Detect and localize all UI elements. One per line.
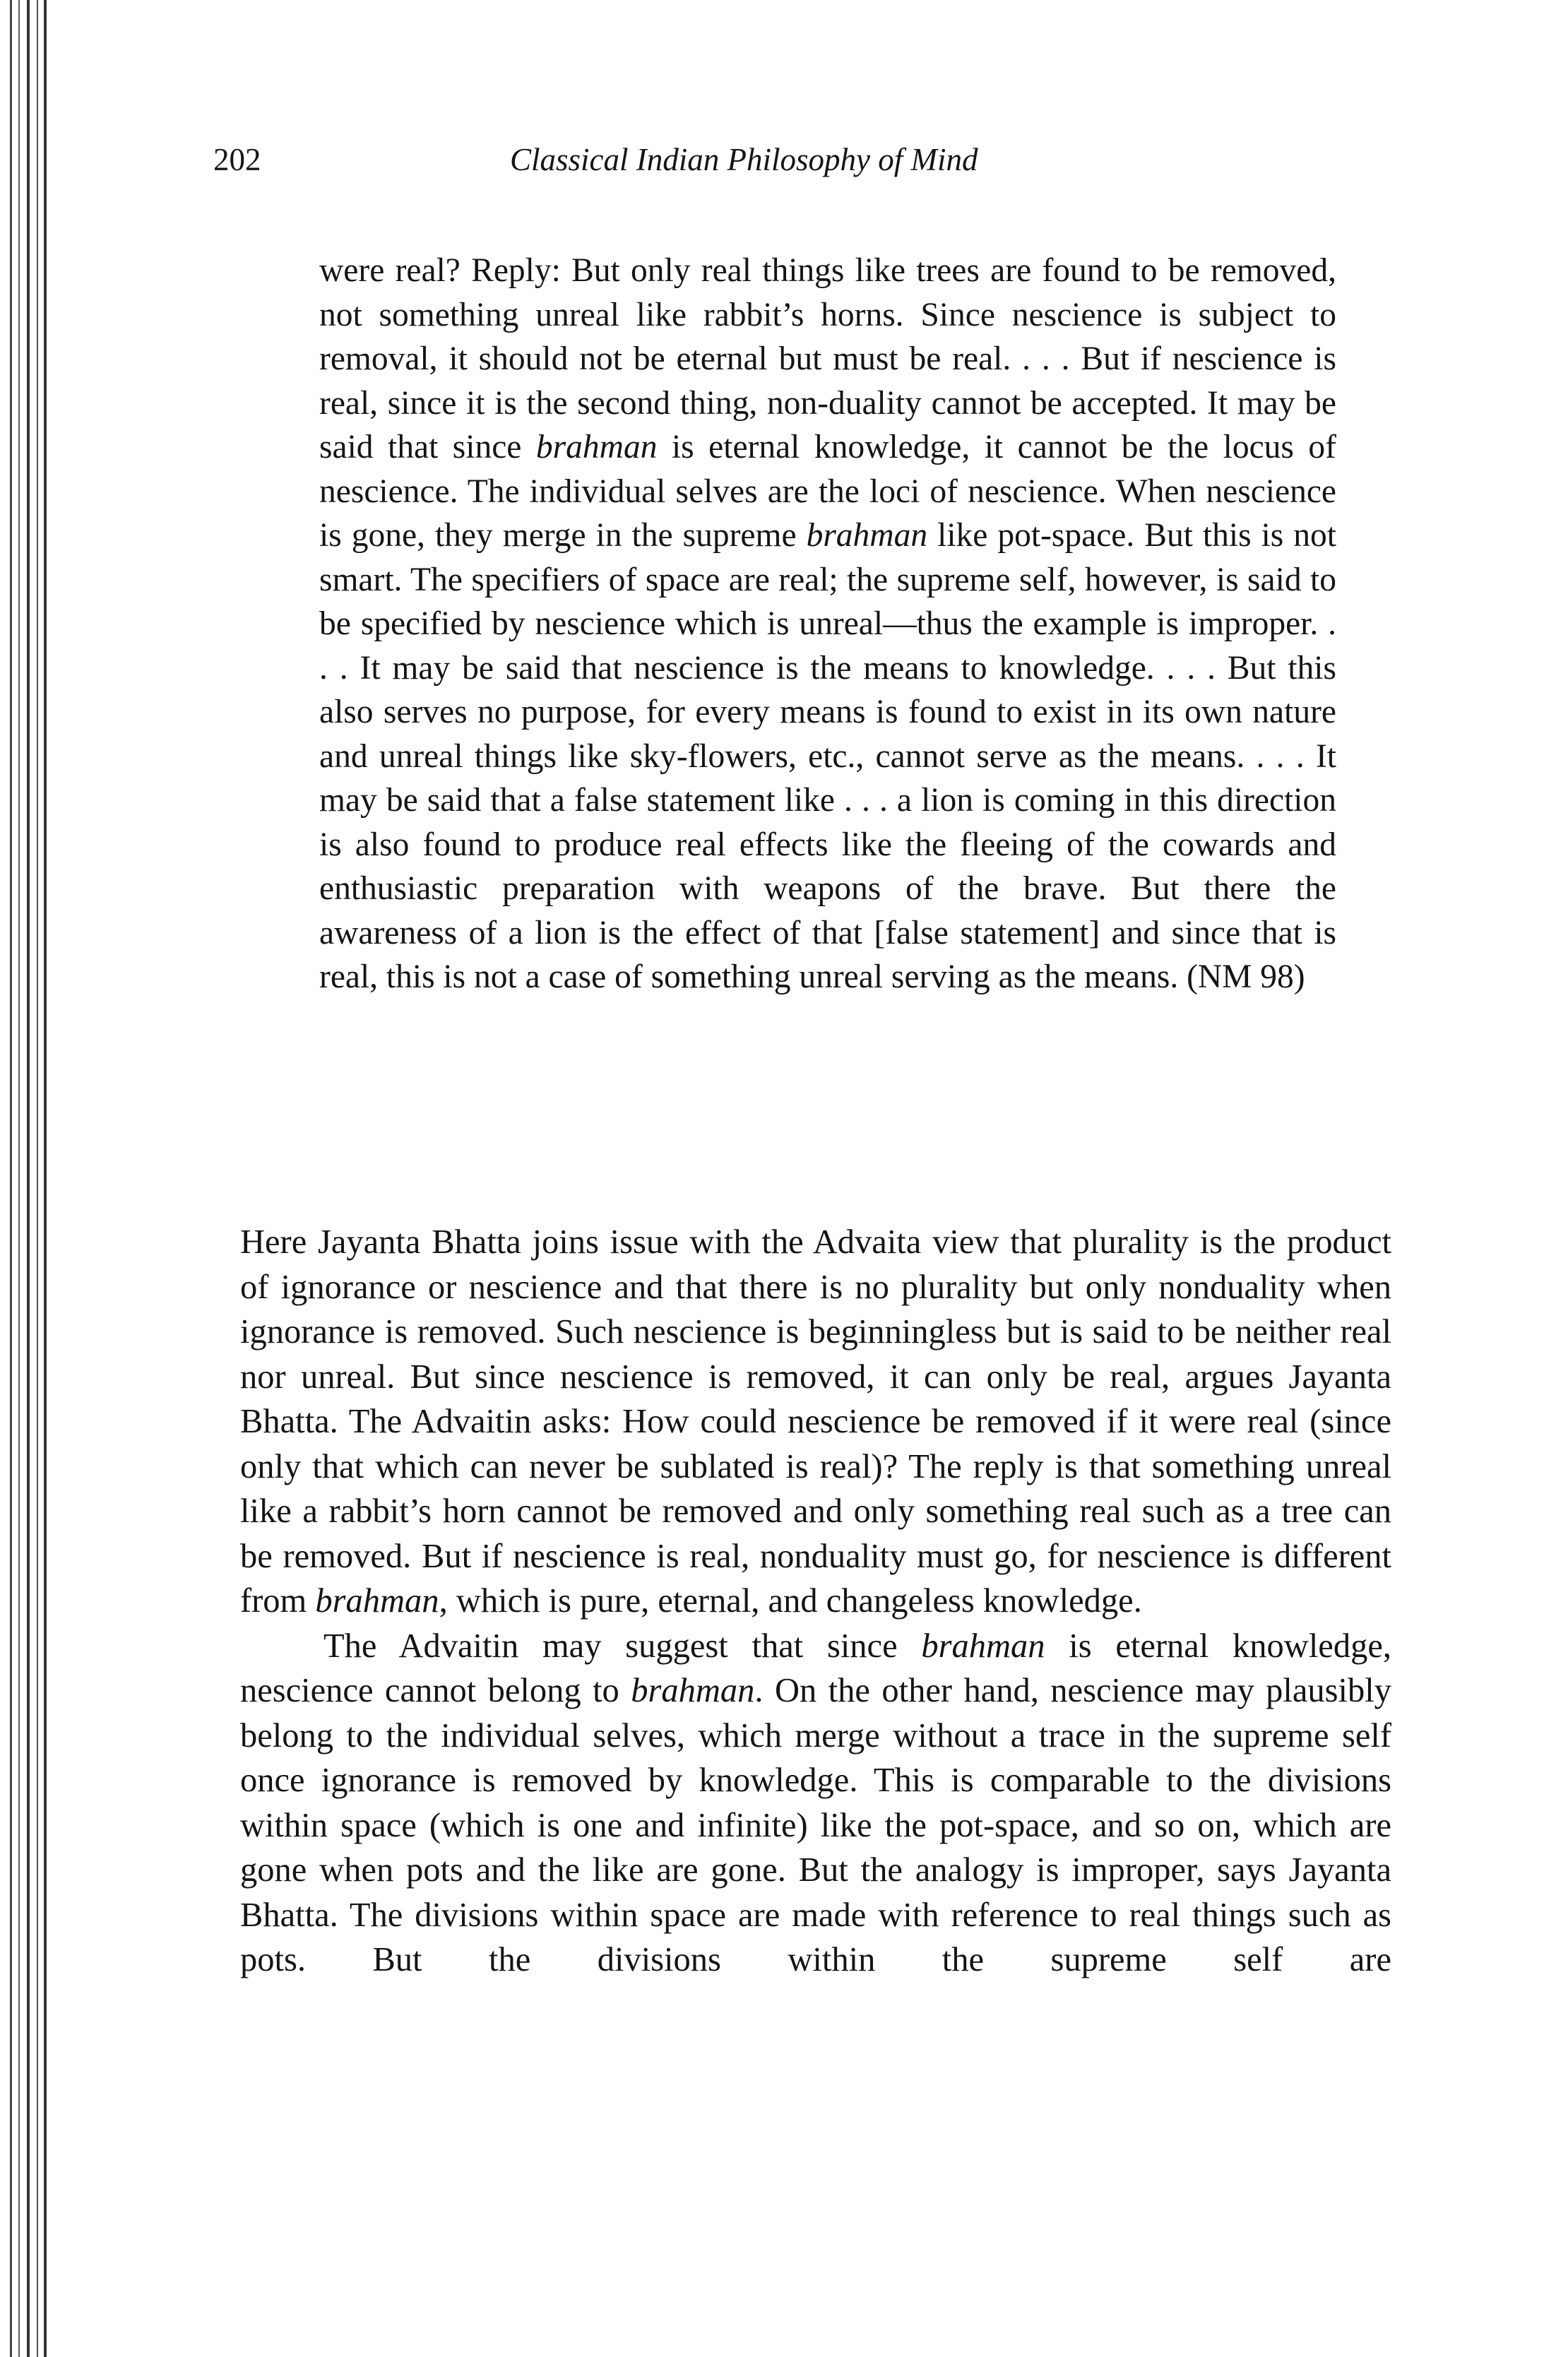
term-brahman: brahman: [921, 1627, 1045, 1665]
page-number: 202: [213, 142, 261, 177]
quote-paragraph: [319, 249, 1336, 999]
quote-text: is eternal knowledge, it cannot be the locus of nescience. The individual selves are the loci of nescience. When nescience is gone, they merge in the supreme: [319, 429, 1337, 554]
body-text-run: is eternal knowledge, nescience cannot belong to: [240, 1627, 1391, 1709]
quote-text: were real? Reply: But only real things like trees are found to be removed, not something unreal like rabbit’s horns. Since nescience is subject to removal, it should not be eternal but must be real. . . . But if nescience is real, since it is the second thing, non-duality cannot be accepted. It may be said that since: [319, 252, 1336, 465]
running-title: Classical Indian Philosophy of Mind: [510, 142, 978, 177]
block-quote: [319, 249, 1336, 999]
scan-binding-edge: [0, 0, 55, 2357]
body-text-run: Here Jayanta Bhatta joins issue with the Advaita view that plurality is the product of ignorance or nescience and that there is no plurality but only nonduality when ignorance is removed. Such nescience is beginningless but is said to be neither real nor unreal. But since nescience is removed, it can only be real, argues Jayanta Bhatta. The Advaitin asks: How could nescience be removed if it were real (since only that which can never be sublated is real)? The reply is that something unreal like a rabbit’s horn cannot be removed and only something real such as a tree can be removed. But if nescience is real, nonduality must go, for nescience is different from: [240, 1223, 1391, 1620]
body-text: [240, 1220, 1391, 1983]
quote-text: like pot-space. But this is not smart. The specifiers of space are real; the supreme self, however, is said to be specified by nescience which is unreal—thus the example is improper. . . . It may be said that nescience is the means to knowledge. . . . But this also serves no purpose, for every means is found to exist in its own nature and unreal things like sky-flowers, etc., cannot serve as the means. . . . It may be said that a false statement like . . . a lion is coming in this direction is also found to produce real effects like the fleeing of the cowards and enthusiastic preparation with weapons of the brave. But there the awareness of a lion is the effect of that [false statement] and since that is real, this is not a case of something unreal serving as the means. (NM 98): [319, 517, 1336, 995]
term-brahman: brahman: [535, 429, 658, 465]
term-brahman: brahman: [315, 1582, 439, 1620]
term-brahman: brahman: [631, 1672, 755, 1709]
body-paragraph: [240, 1220, 1391, 1624]
term-brahman: brahman: [806, 517, 928, 554]
body-text-run: The Advaitin may suggest that since: [323, 1627, 922, 1665]
page-header: [213, 138, 1400, 188]
body-paragraph: [240, 1624, 1391, 1983]
body-text-run: , which is pure, eternal, and changeless knowledge.: [439, 1582, 1142, 1620]
body-text-run: . On the other hand, nescience may plausibly belong to the individual selves, which merge without a trace in the supreme self once ignorance is removed by knowledge. This is comparable to the divisions within space (which is one and infinite) like the pot-space, and so on, which are gone when pots and the like are gone. But the analogy is improper, says Jayanta Bhatta. The divisions within space are made with reference to real things such as pots. But the divisions within the supreme self are: [240, 1672, 1391, 1978]
